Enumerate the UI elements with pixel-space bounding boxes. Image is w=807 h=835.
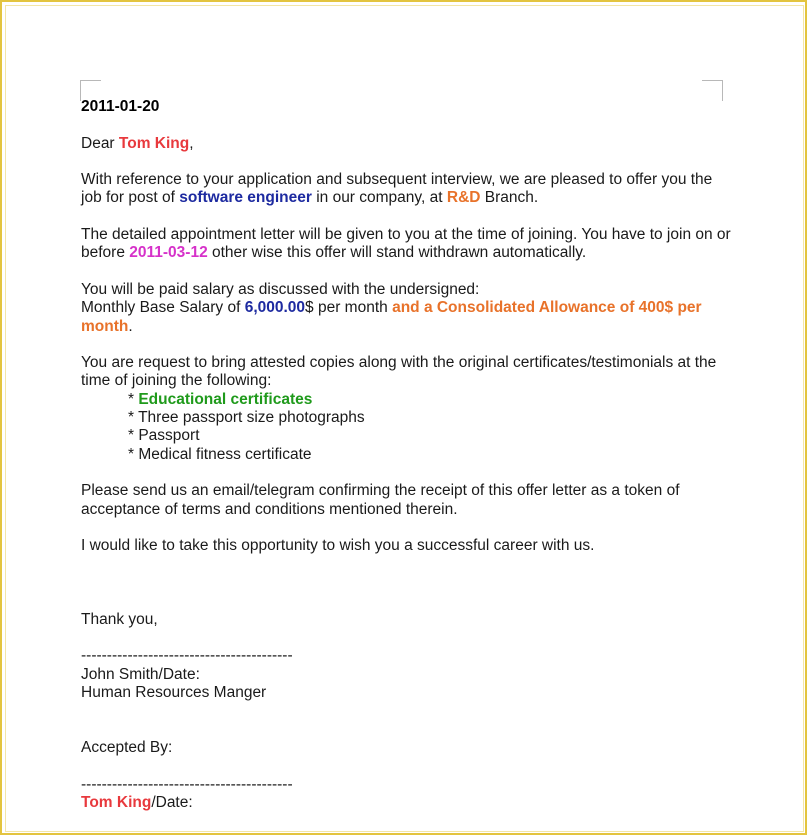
- closing: Thank you,: [81, 610, 158, 628]
- salary-intro: You will be paid salary as discussed with the undersigned:: [81, 280, 480, 298]
- salutation-prefix: Dear: [81, 134, 119, 152]
- list-item: [128, 391, 731, 409]
- signer-title: Human Resources Manger: [81, 683, 267, 701]
- join-date: 2011-03-12: [129, 244, 208, 262]
- wishes-paragraph: I would like to take this opportunity to wish you a successful career with us.: [81, 537, 595, 555]
- spacer: [81, 574, 731, 611]
- branch-name: R&D: [446, 189, 481, 207]
- signer-name: John Smith/Date:: [81, 665, 200, 683]
- list-item: [128, 409, 731, 427]
- salary-amount: 6,000.00: [244, 299, 306, 317]
- bullet: *: [128, 409, 139, 427]
- joining-text-b: other wise this offer will stand withdrawn automatically.: [207, 244, 587, 262]
- salary-text-c: .: [128, 317, 133, 335]
- offer-text-c: Branch.: [480, 189, 539, 207]
- signature-line: -----------------------------------------: [81, 647, 293, 665]
- offer-paragraph: [81, 171, 731, 208]
- list-item-text: Medical fitness certificate: [138, 445, 312, 463]
- list-item-text: Three passport size photographs: [138, 409, 365, 427]
- acceptance-signature-line: -----------------------------------------: [81, 775, 293, 793]
- confirmation-paragraph: Please send us an email/telegram confirming the receipt of this offer letter as a token of acceptance of terms and conditions mentioned therein.: [81, 482, 680, 518]
- letter-date: 2011-01-20: [81, 98, 160, 115]
- salary-text-a: Monthly Base Salary of: [81, 299, 245, 317]
- joining-text-a: The detailed appointment letter will be given to you at the time of joining. You have to join on or before: [81, 226, 731, 262]
- accepted-by-label: Accepted By:: [81, 739, 173, 757]
- list-item: [128, 427, 731, 445]
- salary-text-b: $ per month: [305, 299, 393, 317]
- spacer: [81, 702, 731, 739]
- position-title: software engineer: [179, 189, 312, 207]
- acceptor-date-suffix: /Date:: [151, 794, 193, 812]
- offer-text-a: With reference to your application and subsequent interview, we are pleased to offer you the job for post of: [81, 171, 713, 207]
- list-item-text: Passport: [138, 427, 200, 445]
- salutation-suffix: ,: [189, 134, 194, 152]
- list-item: [128, 446, 731, 464]
- documents-intro: You are request to bring attested copies along with the original certificates/testimonials at the time of joining the following:: [81, 354, 717, 390]
- joining-paragraph: [81, 226, 731, 263]
- acceptance-name-line: [81, 794, 731, 812]
- salary-paragraph: [81, 281, 731, 336]
- offer-text-b: in our company, at: [311, 189, 447, 207]
- salutation: [81, 135, 731, 153]
- acceptor-name: Tom King: [81, 794, 152, 812]
- candidate-name: Tom King: [118, 134, 190, 152]
- documents-list: [128, 391, 731, 464]
- letter-body: [81, 98, 731, 812]
- bullet: *: [128, 427, 139, 445]
- allowance-text: and a Consolidated Allowance of 400$ per month: [81, 299, 702, 335]
- list-item-text: Educational certificates: [138, 390, 313, 408]
- bullet: *: [128, 445, 139, 463]
- bullet: *: [128, 390, 139, 408]
